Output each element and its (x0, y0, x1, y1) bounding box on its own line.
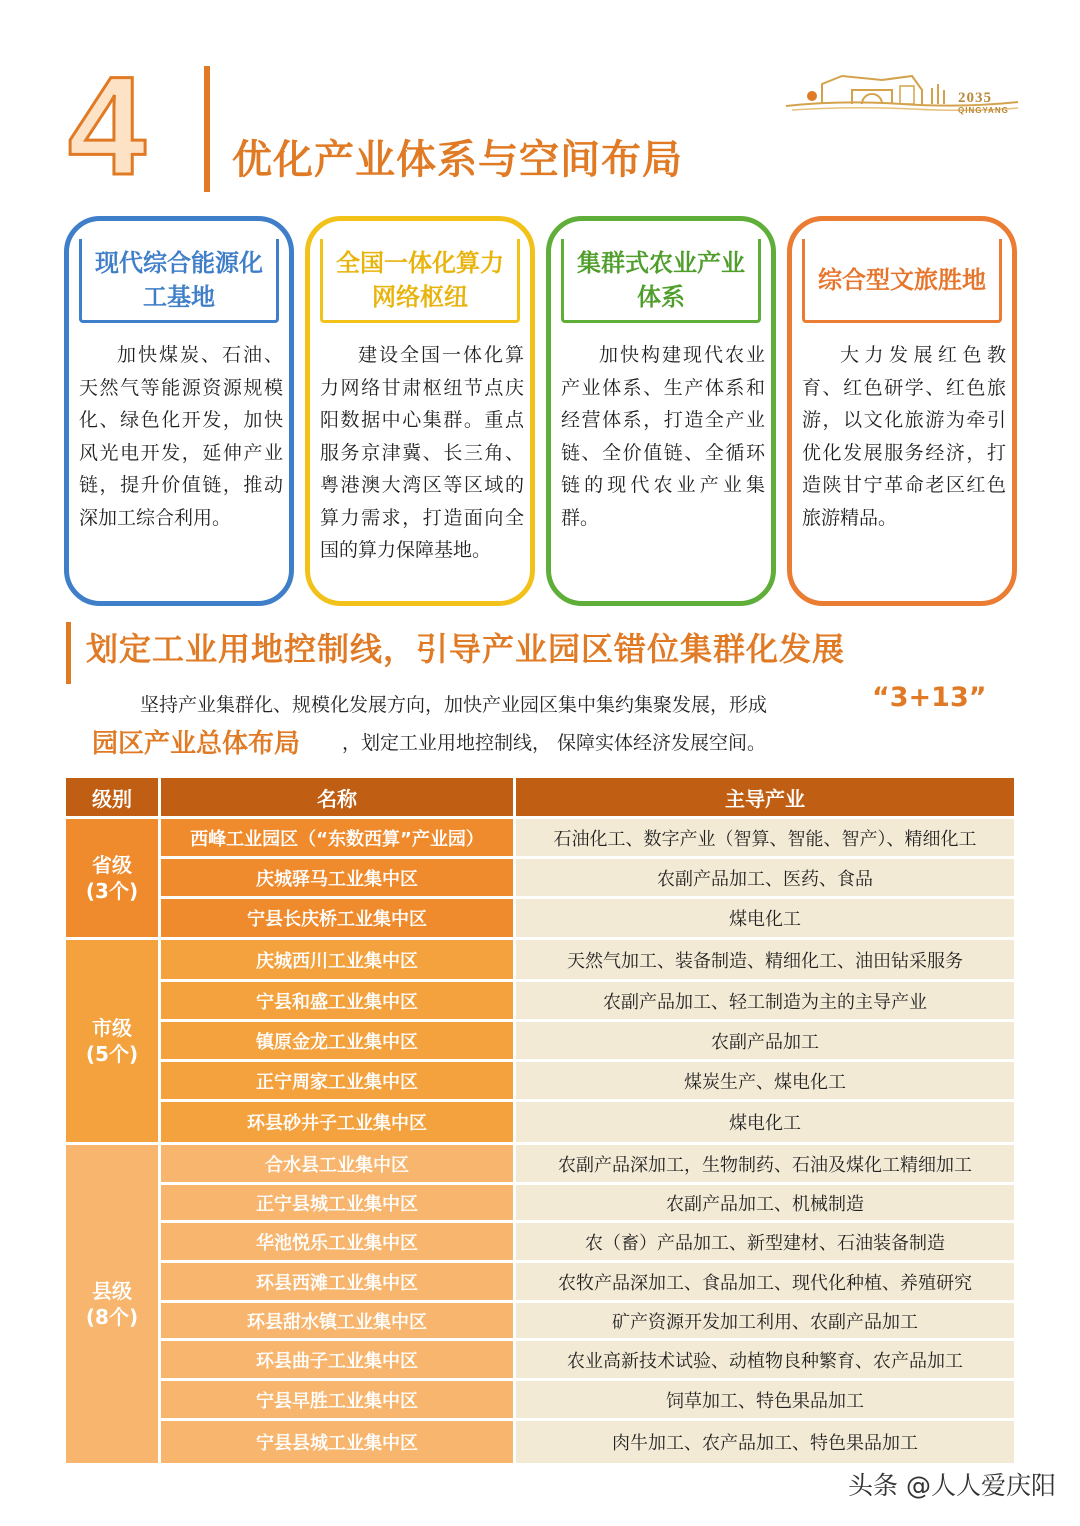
section-bar (66, 622, 71, 684)
leading-industry: 农牧产品深加工、食品加工、现代化种植、养殖研究 (516, 1263, 1014, 1300)
leading-industry: 农业高新技术试验、动植物良种繁育、农产品加工 (516, 1341, 1014, 1378)
card-title-box (320, 239, 520, 323)
card-title-box (561, 239, 761, 323)
park-name: 环县砂井子工业集中区 (161, 1102, 516, 1142)
park-name: 宁县长庆桥工业集中区 (161, 899, 516, 937)
table-row (161, 1341, 1014, 1381)
card-body: 加快煤炭、石油、天然气等能源资源规模化、绿色化开发，加快风光电开发，延伸产业链，提升价值链，推动深加工综合利用。 (79, 344, 283, 529)
level-name: 市级 (92, 1016, 132, 1040)
industrial-park-table (66, 778, 1014, 1463)
level-label (66, 1145, 161, 1463)
park-name: 合水县工业集中区 (161, 1145, 516, 1182)
table-row (161, 1381, 1014, 1421)
intro-text: 坚持产业集群化、规模化发展方向，加快产业园区集中集约集聚发展，形成 (140, 694, 768, 716)
table-row (161, 1102, 1014, 1142)
card-title: 现代综合能源化工基地 (95, 248, 263, 311)
card-title: 集群式农业产业体系 (577, 248, 745, 311)
table-row (161, 1062, 1014, 1102)
leading-industry: 农副产品加工、机械制造 (516, 1185, 1014, 1220)
page-title: 优化产业体系与空间布局 (232, 137, 683, 183)
park-name: 华池悦乐工业集中区 (161, 1223, 516, 1260)
card-title-box (802, 239, 1002, 323)
header-divider (204, 66, 210, 192)
leading-industry: 农副产品加工 (516, 1022, 1014, 1059)
table-row (161, 1223, 1014, 1263)
table-body (66, 816, 1014, 1463)
level-label (66, 940, 161, 1142)
highlight-text: 园区产业总体布局 (92, 729, 301, 759)
table-row (161, 1185, 1014, 1223)
highlight-number: “3+13” (872, 682, 987, 713)
level-name: 省级 (92, 853, 132, 877)
leading-industry: 农副产品深加工，生物制药、石油及煤化工精细加工 (516, 1145, 1014, 1182)
park-name: 环县甜水镇工业集中区 (161, 1303, 516, 1338)
leading-industry: 煤炭生产、煤电化工 (516, 1062, 1014, 1099)
level-group (66, 816, 1014, 937)
park-name: 正宁周家工业集中区 (161, 1062, 516, 1099)
table-row (161, 899, 1014, 937)
level-count: (5个) (85, 1042, 139, 1066)
leading-industry: 煤电化工 (516, 899, 1014, 937)
level-group (66, 1142, 1014, 1463)
card-title-box (79, 239, 279, 323)
table-row (161, 1303, 1014, 1341)
card-computing-hub (305, 216, 535, 606)
card-agriculture (546, 216, 776, 606)
table-row (161, 1263, 1014, 1303)
table-row (161, 1022, 1014, 1062)
level-name: 县级 (92, 1279, 132, 1303)
intro-text-2: ，划定工业用地控制线， 保障实体经济发展空间。 (342, 732, 767, 754)
table-row (161, 982, 1014, 1022)
card-tourism (787, 216, 1017, 606)
leading-industry: 农副产品加工、轻工制造为主的主导产业 (516, 982, 1014, 1019)
section-number-4 (66, 62, 166, 187)
header-level: 级别 (66, 778, 161, 816)
table-row (161, 1421, 1014, 1463)
leading-industry: 石油化工、数字产业（智算、智能、智产）、精细化工 (516, 819, 1014, 856)
table-row (161, 859, 1014, 899)
card-body: 大力发展红色教育、红色研学、红色旅游，以文化旅游为牵引优化发展服务经济，打造陕甘宁革命老区红色旅游精品。 (802, 344, 1006, 529)
logo-year: 2035 (958, 90, 992, 106)
table-header (66, 778, 1014, 816)
park-name: 环县西滩工业集中区 (161, 1263, 516, 1300)
park-name: 西峰工业园区（“东数西算”产业园） (161, 819, 516, 856)
card-title: 综合型文旅胜地 (818, 265, 986, 294)
park-name: 庆城驿马工业集中区 (161, 859, 516, 896)
leading-industry: 饲草加工、特色果品加工 (516, 1381, 1014, 1418)
park-name: 庆城西川工业集中区 (161, 940, 516, 979)
source-watermark: 头条 @人人爱庆阳 (848, 1471, 1056, 1500)
table-row (161, 1145, 1014, 1185)
park-name: 宁县和盛工业集中区 (161, 982, 516, 1019)
park-name: 正宁县城工业集中区 (161, 1185, 516, 1220)
park-name: 宁县县城工业集中区 (161, 1421, 516, 1463)
level-count: (3个) (85, 879, 139, 903)
leading-industry: 肉牛加工、农产品加工、特色果品加工 (516, 1421, 1014, 1463)
leading-industry: 煤电化工 (516, 1102, 1014, 1142)
level-group (66, 937, 1014, 1142)
card-body: 加快构建现代农业产业体系、生产体系和经营体系，打造全产业链、全价值链、全循环链的现代农业产业集群。 (561, 344, 765, 529)
table-row (161, 819, 1014, 859)
park-name: 镇原金龙工业集中区 (161, 1022, 516, 1059)
header-name: 名称 (161, 778, 516, 816)
table-row (161, 940, 1014, 982)
park-name: 环县曲子工业集中区 (161, 1341, 516, 1378)
svg-text:4: 4 (68, 62, 146, 187)
header-industry: 主导产业 (725, 786, 805, 811)
park-name: 宁县早胜工业集中区 (161, 1381, 516, 1418)
card-energy-base (64, 216, 294, 606)
card-title: 全国一体化算力网络枢纽 (336, 248, 504, 311)
leading-industry: 农副产品加工、医药、食品 (516, 859, 1014, 896)
leading-industry: 天然气加工、装备制造、精细化工、油田钻采服务 (516, 940, 1014, 979)
leading-industry: 农（畜）产品加工、新型建材、石油装备制造 (516, 1223, 1014, 1260)
logo-city: QINGYANG (958, 106, 1009, 115)
leading-industry: 矿产资源开发加工利用、农副产品加工 (516, 1303, 1014, 1338)
level-label (66, 819, 161, 937)
section-title: 划定工业用地控制线，引导产业园区错位集群化发展 (86, 630, 846, 668)
card-body: 建设全国一体化算力网络甘肃枢纽节点庆阳数据中心集群。重点服务京津冀、长三角、粤港澳大湾区等区域的算力需求，打造面向全国的算力保障基地。 (320, 344, 524, 561)
level-count: (8个) (85, 1305, 139, 1329)
